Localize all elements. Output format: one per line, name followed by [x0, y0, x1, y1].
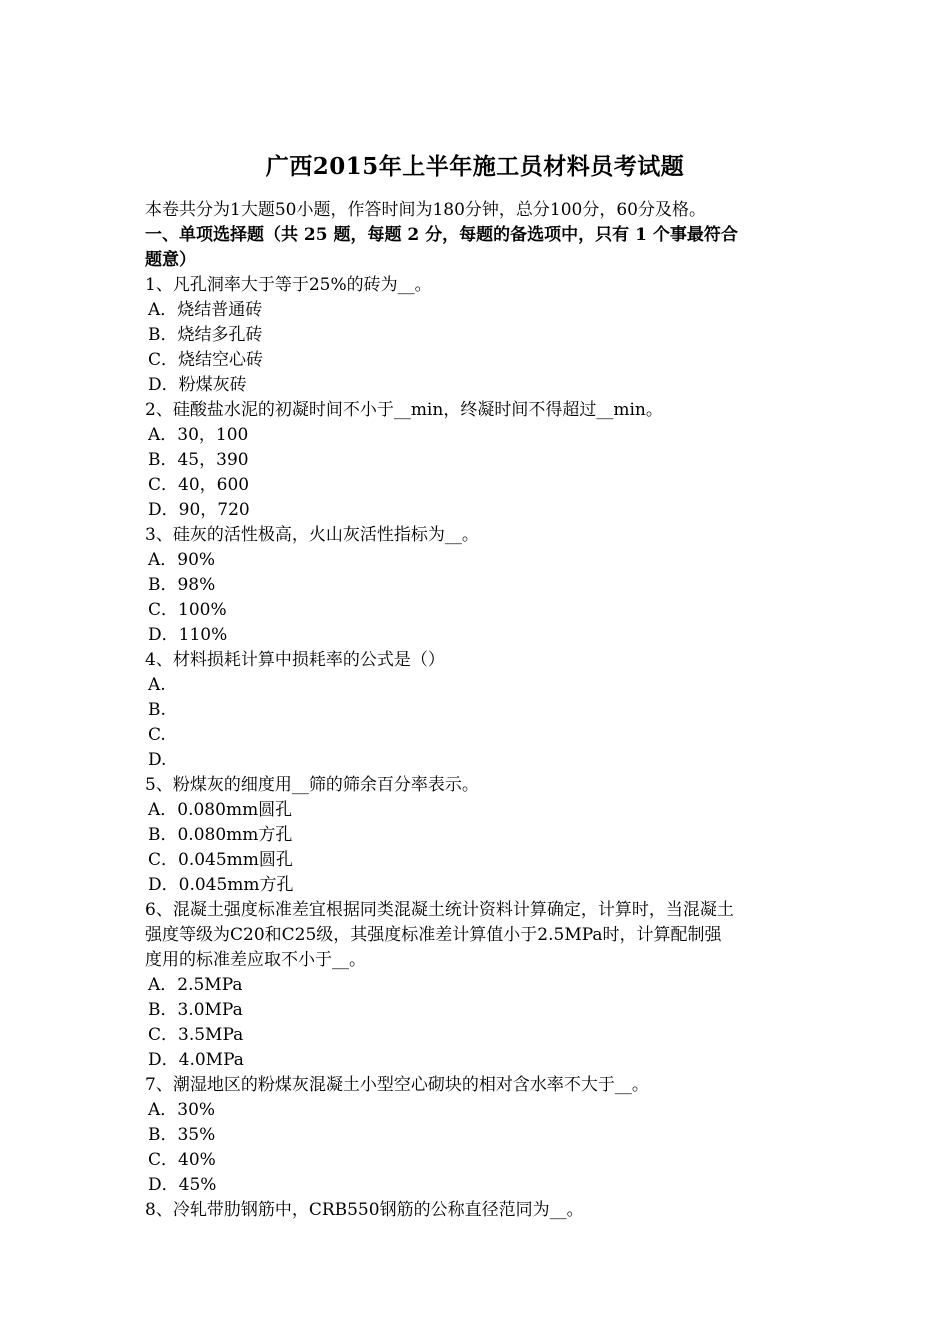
document-body	[145, 198, 810, 1223]
answer-option: B．烧结多孔砖	[148, 325, 263, 345]
question-item	[145, 1073, 810, 1198]
answer-option: C．烧结空心砖	[148, 350, 264, 370]
question-item	[145, 398, 810, 523]
answer-option: D．90，720	[148, 500, 250, 520]
answer-option: A．0.080mm圆孔	[148, 800, 293, 820]
answer-option: D．0.045mm方孔	[148, 875, 294, 895]
question-stem: 5、粉煤灰的细度用__筛的筛余百分率表示。	[145, 775, 479, 795]
question-item	[145, 273, 810, 398]
answer-option: C．100%	[148, 600, 227, 620]
answer-option: C．40，600	[148, 475, 250, 495]
answer-option: D．45%	[148, 1175, 217, 1195]
question-item	[145, 523, 810, 648]
question-stem: 7、潮湿地区的粉煤灰混凝土小型空心砌块的相对含水率不大于__。	[145, 1075, 649, 1095]
answer-option: D．4.0MPa	[148, 1050, 244, 1070]
answer-option: A．90%	[148, 550, 216, 570]
question-item	[145, 773, 810, 898]
answer-option: A.	[148, 675, 166, 695]
answer-option: B.	[148, 700, 166, 720]
exam-intro: 本卷共分为1大题50小题，作答时间为180分钟，总分100分，60分及格。	[145, 200, 706, 220]
answer-option: B．0.080mm方孔	[148, 825, 293, 845]
answer-option: C.	[148, 725, 166, 745]
answer-option: C．40%	[148, 1150, 216, 1170]
answer-option: C．3.5MPa	[148, 1025, 244, 1045]
answer-option: A．烧结普通砖	[148, 300, 263, 320]
section-heading-line-2: 题意）	[145, 250, 196, 270]
answer-option: D．粉煤灰砖	[148, 375, 247, 395]
question-item	[145, 648, 810, 773]
answer-option: A．30%	[148, 1100, 216, 1120]
question-stem: 2、硅酸盐水泥的初凝时间不小于__min，终凝时间不得超过__min。	[145, 400, 663, 420]
answer-option: C．0.045mm圆孔	[148, 850, 293, 870]
question-stem: 3、硅灰的活性极高，火山灰活性指标为__。	[145, 525, 479, 545]
answer-option: B．35%	[148, 1125, 216, 1145]
answer-option: A．30，100	[148, 425, 249, 445]
answer-option: B．98%	[148, 575, 216, 595]
question-list	[145, 273, 810, 1223]
question-stem: 度用的标准差应取不小于__。	[145, 950, 366, 970]
question-stem: 强度等级为C20和C25级，其强度标准差计算值小于2.5MPa时，计算配制强	[145, 925, 722, 945]
question-stem: 4、材料损耗计算中损耗率的公式是（）	[145, 650, 445, 670]
answer-option: D.	[148, 750, 167, 770]
answer-option: B．3.0MPa	[148, 1000, 243, 1020]
answer-option: D．110%	[148, 625, 228, 645]
answer-option: A．2.5MPa	[148, 975, 243, 995]
question-item	[145, 1198, 810, 1223]
answer-option: B．45，390	[148, 450, 249, 470]
question-stem: 1、凡孔洞率大于等于25%的砖为__。	[145, 275, 432, 295]
section-heading-line-1: 一、单项选择题（共 25 题，每题 2 分，每题的备选项中，只有 1 个事最符合	[145, 225, 738, 245]
document-title: 广西2015年上半年施工员材料员考试题	[265, 153, 685, 180]
question-item	[145, 898, 810, 1073]
question-stem: 6、混凝土强度标准差宜根据同类混凝土统计资料计算确定，计算时，当混凝土	[145, 900, 734, 920]
question-stem: 8、冷轧带肋钢筋中，CRB550钢筋的公称直径范同为__。	[145, 1200, 584, 1220]
